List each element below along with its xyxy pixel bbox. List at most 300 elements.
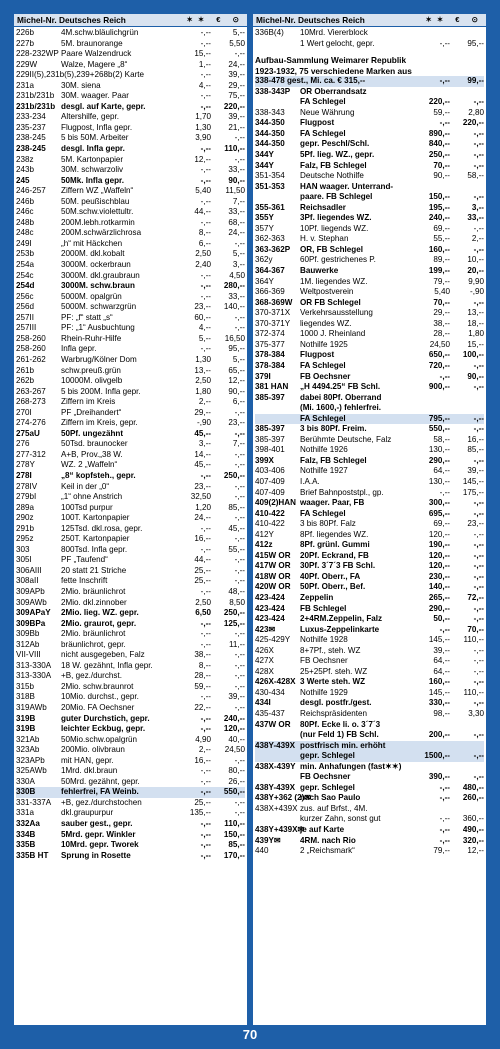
catalog-number (255, 97, 300, 108)
description: 2Mio. lieg. WZ. gepr. (61, 608, 139, 618)
catalog-row (255, 572, 484, 583)
mint-price: -,-- (439, 38, 450, 48)
catalog-row (255, 414, 484, 425)
used-price: -,-- (473, 656, 484, 666)
description: (nur Feld 1) FB Schl. (300, 730, 379, 740)
left-rows (14, 27, 247, 861)
description: 5000M. schwarzgrün (61, 302, 137, 312)
used-price: 99,-- (467, 76, 484, 86)
used-price: 3,30 (468, 709, 484, 718)
description: 80Pf. Ecke li. o. 3´7´3 (300, 719, 381, 729)
used-price: 15,-- (467, 339, 484, 349)
mint-price: 29,-- (433, 308, 450, 318)
description: 20Mio. FA Oechsner (61, 703, 135, 712)
catalog-number: 418W OR (255, 571, 291, 581)
catalog-number: 306AIII (16, 565, 42, 575)
description: Altershilfe, gepr. (61, 112, 120, 122)
catalog-row (16, 640, 245, 651)
catalog-row (255, 551, 484, 562)
description: sauber gest., gepr. (61, 819, 133, 829)
used-price (450, 87, 484, 98)
mint-price: 150,-- (428, 192, 450, 202)
used-price: 260,-- (462, 793, 484, 803)
mint-price: -,-- (439, 487, 450, 497)
catalog-row (16, 292, 245, 303)
catalog-number: 330A (16, 776, 35, 786)
catalog-number: 370-371X (255, 308, 291, 318)
catalog-row (16, 271, 245, 282)
catalog-row (255, 772, 484, 783)
used-price: 95,-- (228, 344, 245, 354)
catalog-number: 355-361 (255, 202, 285, 212)
catalog-row (16, 619, 245, 630)
catalog-row (16, 418, 245, 429)
catalog-number: 428X (255, 666, 274, 676)
description: OR Oberrandsatz (300, 86, 367, 96)
mint-price: 200,-- (428, 730, 450, 740)
used-price: -,-- (473, 550, 484, 560)
used-price: -,-- (473, 150, 484, 160)
catalog-number: 278Y (16, 460, 35, 470)
catalog-row (16, 714, 245, 725)
used-price: 5,-- (232, 28, 245, 37)
catalog-number: 378-384 (255, 360, 285, 370)
mint-price: 4,-- (198, 323, 211, 333)
description: Berühmte Deutsche, Falz (300, 434, 392, 444)
mint-price: 250,-- (428, 150, 450, 160)
used-price: 110,-- (224, 144, 245, 154)
mint-price: -,-- (200, 724, 211, 734)
catalog-number: 246b (16, 196, 35, 206)
catalog-number: 229W (16, 59, 38, 69)
catalog-number: 426X (255, 645, 274, 655)
catalog-row (255, 182, 484, 193)
used-price: -,-- (473, 424, 484, 434)
used-price: -,-- (473, 751, 484, 761)
description: Infla gepr. (61, 344, 97, 354)
catalog-row (255, 234, 484, 245)
used-price: -,-- (473, 614, 484, 624)
description: „8“ kopfsteh., gepr. (61, 470, 136, 480)
catalog-row (16, 91, 245, 102)
mint-price (420, 720, 450, 731)
catalog-row (255, 150, 484, 161)
mint-price: 2,40 (195, 260, 211, 270)
mint-price (420, 87, 450, 98)
description: 60Pf. gestrichenes P. (300, 255, 376, 265)
mint-price: -,-- (200, 776, 211, 786)
mint-price: 59,-- (433, 107, 450, 117)
used-price: 3,-- (471, 202, 484, 212)
used-price: 39,-- (467, 466, 484, 476)
description: Walze, Magere „8“ (61, 59, 128, 69)
used-price: 4,50 (229, 270, 245, 280)
used-price: -,-- (234, 133, 245, 143)
mint-price: 24,50 (429, 339, 450, 349)
mint-price: 1,30 (195, 354, 211, 364)
catalog-row (255, 730, 484, 741)
catalog-number: 344-350 (255, 128, 285, 138)
catalog-row (255, 382, 484, 393)
catalog-row (255, 319, 484, 330)
mint-price (420, 804, 450, 815)
mint-price: -,-- (439, 825, 450, 835)
mint-price: 2,-- (198, 745, 211, 755)
used-price: 110,-- (463, 635, 484, 645)
catalog-number: 256d (16, 302, 35, 312)
catalog-row (255, 393, 484, 404)
used-price: 9,90 (468, 276, 484, 286)
catalog-number: 335B HT (16, 850, 49, 860)
catalog-number: 440 (255, 846, 269, 856)
catalog-number: 309APaY (16, 608, 51, 618)
mint-price: 900,-- (428, 382, 450, 392)
description: Ziffern im Kreis (61, 397, 116, 407)
catalog-number: 338-343P (255, 86, 291, 96)
mint-price: 28,-- (433, 329, 450, 339)
used-price: 110,-- (463, 687, 484, 697)
catalog-row (255, 266, 484, 277)
used-price (450, 741, 484, 752)
description: Reichspräsidenten (300, 709, 368, 718)
description: PF „Taufend“ (61, 555, 108, 565)
description: 2Mio. dkl.zinnober (61, 597, 127, 607)
mint-price: 2,50 (195, 376, 211, 386)
catalog-number: 227b (16, 38, 35, 48)
catalog-number: 270I (16, 407, 32, 417)
description: 4RM. nach Rio (300, 835, 356, 845)
used-price: 16,50 (224, 333, 245, 343)
catalog-row (16, 756, 245, 767)
description: Warbrug/Kölner Dom (61, 354, 137, 364)
catalog-number: 229II(5),231b(5),239+268b(2) Karte (16, 70, 145, 80)
used-price: 5,50 (229, 38, 245, 48)
description: Ziffern WZ „Waffeln“ (61, 186, 134, 196)
catalog-number (255, 772, 300, 783)
used-price: -,-- (234, 407, 245, 417)
catalog-row (16, 260, 245, 271)
catalog-row (255, 530, 484, 541)
used-price: -,-- (234, 428, 245, 438)
used-price: 8,50 (229, 597, 245, 607)
used-price: 70,-- (467, 624, 484, 634)
used-price: 170,-- (223, 850, 245, 860)
mint-price: 23,-- (194, 302, 211, 312)
description: Neue Währung (300, 107, 355, 117)
mint-price: -,-- (439, 371, 450, 381)
mint-price: 265,-- (428, 592, 450, 602)
catalog-number (255, 414, 300, 425)
catalog-row (255, 709, 484, 720)
catalog-row (16, 39, 245, 50)
used-price: 145,-- (462, 476, 484, 486)
mint-price: 89,-- (433, 255, 450, 265)
catalog-row (16, 313, 245, 324)
mint-price: -,-- (200, 618, 211, 628)
mint-price: 70,-- (433, 160, 450, 170)
mint-price: 5,-- (198, 333, 211, 343)
catalog-number: 289a (16, 502, 35, 512)
mint-price: 25,-- (194, 576, 211, 586)
used-price: -,-- (234, 808, 245, 818)
description: 3 bis 80Pf. Freim. (300, 424, 367, 434)
catalog-row (16, 534, 245, 545)
description: OR FB Schlegel (300, 297, 361, 307)
catalog-number: 325AWb (16, 766, 47, 776)
mint-price: 44,-- (194, 207, 211, 217)
catalog-number: 254d (16, 281, 35, 291)
catalog-row (16, 439, 245, 450)
used-price: 11,-- (228, 639, 245, 649)
mint-price: 25,-- (194, 797, 211, 807)
used-price: -,-- (473, 677, 484, 687)
catalog-row (16, 387, 245, 398)
mint-price: 195,-- (428, 202, 450, 212)
description: 10Mrd. Viererblock (300, 28, 368, 37)
used-price: -,-- (473, 413, 484, 423)
used-price: -,-- (473, 772, 484, 782)
description: HAN waager. Unterrand- (300, 181, 394, 191)
used-price: 95,-- (467, 38, 484, 48)
mint-price: 69,-- (433, 519, 450, 529)
mint-price: 650,-- (428, 350, 450, 360)
mint-price: -,-- (200, 544, 211, 554)
used-price: 490,-- (462, 825, 484, 835)
mint-price: -,-- (439, 793, 450, 803)
used-price (450, 182, 484, 193)
used-price: 250,-- (223, 608, 245, 618)
catalog-number: 318B (16, 692, 35, 702)
catalog-number: 407-409 (255, 476, 285, 486)
description: PF „Dreihandert“ (61, 407, 122, 417)
catalog-number: 274-276 (16, 418, 46, 428)
description: 25+25Pf. steh. WZ (300, 666, 368, 676)
mint-price: -,-- (200, 766, 211, 776)
catalog-row (255, 667, 484, 678)
catalog-number: 248c (16, 228, 34, 238)
catalog-row (255, 698, 484, 709)
catalog-row (16, 112, 245, 123)
catalog-row (16, 576, 245, 587)
catalog-number: 403-406 (255, 466, 285, 476)
catalog-number: 398-401 (255, 445, 285, 455)
mint-price: 145,-- (428, 687, 450, 697)
catalog-row (16, 587, 245, 598)
mint-price: 1,20 (195, 502, 211, 512)
catalog-number (255, 192, 300, 203)
description: 2Mio. graurot, gepr. (61, 618, 137, 628)
catalog-number: 420W OR (255, 582, 291, 592)
mint-price: -,-- (200, 291, 211, 301)
mint-price: -,-- (200, 281, 211, 291)
description: desgl. Infla gepr. (61, 144, 125, 154)
used-price: 68,-- (228, 217, 245, 227)
used-price: 550,-- (223, 787, 245, 797)
used-price: 7,-- (232, 196, 245, 206)
mint-price: 550,-- (428, 424, 450, 434)
description: PF: „f“ statt „s“ (61, 312, 113, 322)
catalog-row (16, 344, 245, 355)
description: nach Sao Paulo (300, 793, 361, 803)
description: 5M. Kartonpapier (61, 154, 124, 164)
used-price: 220,-- (223, 101, 245, 111)
catalog-row (16, 798, 245, 809)
used-price: 16,-- (467, 434, 484, 444)
mint-price: 23,-- (194, 481, 211, 491)
catalog-number: 423-424 (255, 603, 285, 613)
mint-price: 64,-- (433, 466, 450, 476)
description: Nothilfe 1929 (300, 687, 348, 697)
used-price: 90,-- (228, 175, 245, 185)
used-price: -,-- (234, 323, 245, 333)
used-price: 7,-- (232, 439, 245, 449)
used-price (450, 393, 484, 404)
catalog-number: 231a (16, 80, 35, 90)
description: 10000M. olivgelb (61, 376, 123, 386)
catalog-row (16, 302, 245, 313)
description: 8Pf. grünl. Gummi (300, 540, 370, 550)
description: 200M.schwärzlichrosa (61, 228, 142, 238)
used-price: -,-- (234, 492, 245, 502)
catalog-row (16, 397, 245, 408)
catalog-row (255, 625, 484, 636)
catalog-row (255, 814, 484, 825)
mint-price: 1500,-- (424, 751, 450, 761)
description: mit HAN, gepr. (61, 755, 114, 765)
catalog-number: 231b/231b (16, 91, 55, 101)
catalog-row (255, 825, 484, 836)
description: liegendes WZ. (300, 318, 352, 328)
description: Nothilfe 1925 (300, 339, 348, 349)
catalog-number: 231b/231b (16, 101, 56, 111)
catalog-row (16, 334, 245, 345)
mint-price: 330,-- (428, 698, 450, 708)
used-price: 5,-- (232, 249, 245, 259)
catalog-row (255, 308, 484, 319)
catalog-number: 257II (16, 312, 35, 322)
catalog-number: 330B (16, 787, 36, 797)
catalog-number: 309APb (16, 586, 45, 596)
mint-price: -,-- (200, 217, 211, 227)
catalog-row (16, 471, 245, 482)
description: paare. FB Schlegel (300, 192, 373, 202)
catalog-number: 238-245 (16, 133, 46, 143)
description: A+B, Prov.„38 W. (61, 449, 123, 459)
used-price: -,-- (473, 360, 484, 370)
catalog-row (16, 724, 245, 735)
catalog-number: 256c (16, 291, 34, 301)
description: 2Mio. bräunlichrot (61, 586, 126, 596)
mint-price: 90,-- (433, 171, 450, 181)
description: 50M. peußischblau (61, 196, 130, 206)
catalog-number: 331-337A (16, 797, 52, 807)
mint-price: 290,-- (428, 603, 450, 613)
catalog-row (255, 783, 484, 794)
description: Bauwerke (300, 266, 339, 276)
catalog-number: 344-350 (255, 118, 285, 128)
catalog-number: 399X (255, 455, 274, 465)
used-price: -,-- (234, 460, 245, 470)
mint-price: 4,90 (195, 734, 211, 744)
description: 5M. braunorange (61, 38, 123, 48)
mint-price: 2,50 (195, 249, 211, 259)
description: 10Mio. durchst., gepr. (61, 692, 139, 702)
catalog-row (16, 808, 245, 819)
catalog-row (255, 55, 484, 66)
mint-price: 1,-- (198, 59, 211, 69)
catalog-row (255, 519, 484, 530)
mint-price: 390,-- (428, 772, 450, 782)
mint-price: 840,-- (428, 139, 450, 149)
description: 100T. Kartonpapier (61, 513, 130, 523)
description: gepr. Schlegel (300, 782, 355, 792)
catalog-number: 226b (16, 28, 35, 37)
catalog-row (16, 239, 245, 250)
mint-price: -,-- (200, 829, 211, 839)
mint-price: 16,-- (194, 755, 211, 765)
used-price: -,-- (473, 244, 484, 254)
catalog-number: 372-374 (255, 329, 285, 339)
used-price (450, 28, 484, 39)
used-price: -,-- (473, 603, 484, 613)
used-price: -,-- (234, 629, 245, 639)
used-price: 140,-- (223, 302, 245, 312)
mint-price: 38,-- (194, 650, 211, 660)
catalog-number (255, 403, 300, 414)
catalog-row (255, 287, 484, 298)
used-price: 33,-- (467, 213, 484, 223)
left-column (14, 14, 247, 1025)
description: 40Pf. Oberr., FA (300, 571, 361, 581)
catalog-number: 338-343 (255, 107, 285, 117)
catalog-row (255, 561, 484, 572)
catalog-number: 355Y (255, 213, 274, 223)
used-price: 33,-- (228, 207, 245, 217)
description: FA Schlegel (300, 128, 346, 138)
catalog-number: 262b (16, 376, 35, 386)
catalog-number: 309AWb (16, 597, 47, 607)
mint-price: 38,-- (433, 318, 450, 328)
catalog-number: 438Y-439X (255, 782, 296, 792)
mint-price: -,-- (200, 639, 211, 649)
description: min. Anhafungen (fast✶✶) (300, 761, 402, 771)
used-price: 13,-- (467, 308, 484, 318)
mint-price: 130,-- (428, 445, 450, 455)
used-price: 33,-- (228, 291, 245, 301)
description: fehlerfrei, FA Weinb. (61, 787, 139, 797)
used-price: -,-- (234, 49, 245, 59)
catalog-row (255, 804, 484, 815)
description: 50Mio.schw.opalgrün (61, 734, 138, 744)
mint-price: 720,-- (428, 360, 450, 370)
used-price: -,-- (234, 797, 245, 807)
catalog-row (255, 139, 484, 150)
catalog-number: 379I (255, 371, 271, 381)
catalog-number: 364-367 (255, 266, 285, 276)
mint-price: -,-- (200, 523, 211, 533)
catalog-number: 278I (16, 470, 32, 480)
mint-price: 135,-- (189, 808, 211, 818)
used-price: -,-- (473, 139, 484, 149)
catalog-row (16, 70, 245, 81)
catalog-number: 435-437 (255, 709, 285, 718)
used-price: -,-- (234, 660, 245, 670)
catalog-number: 323APb (16, 755, 45, 765)
catalog-number (255, 730, 300, 741)
catalog-number: 338-478 gest., Mi. ca. € 315,-- (255, 76, 366, 86)
description: 3 bis 80Pf. Falz (300, 519, 356, 529)
catalog-number: 305I (16, 555, 32, 565)
